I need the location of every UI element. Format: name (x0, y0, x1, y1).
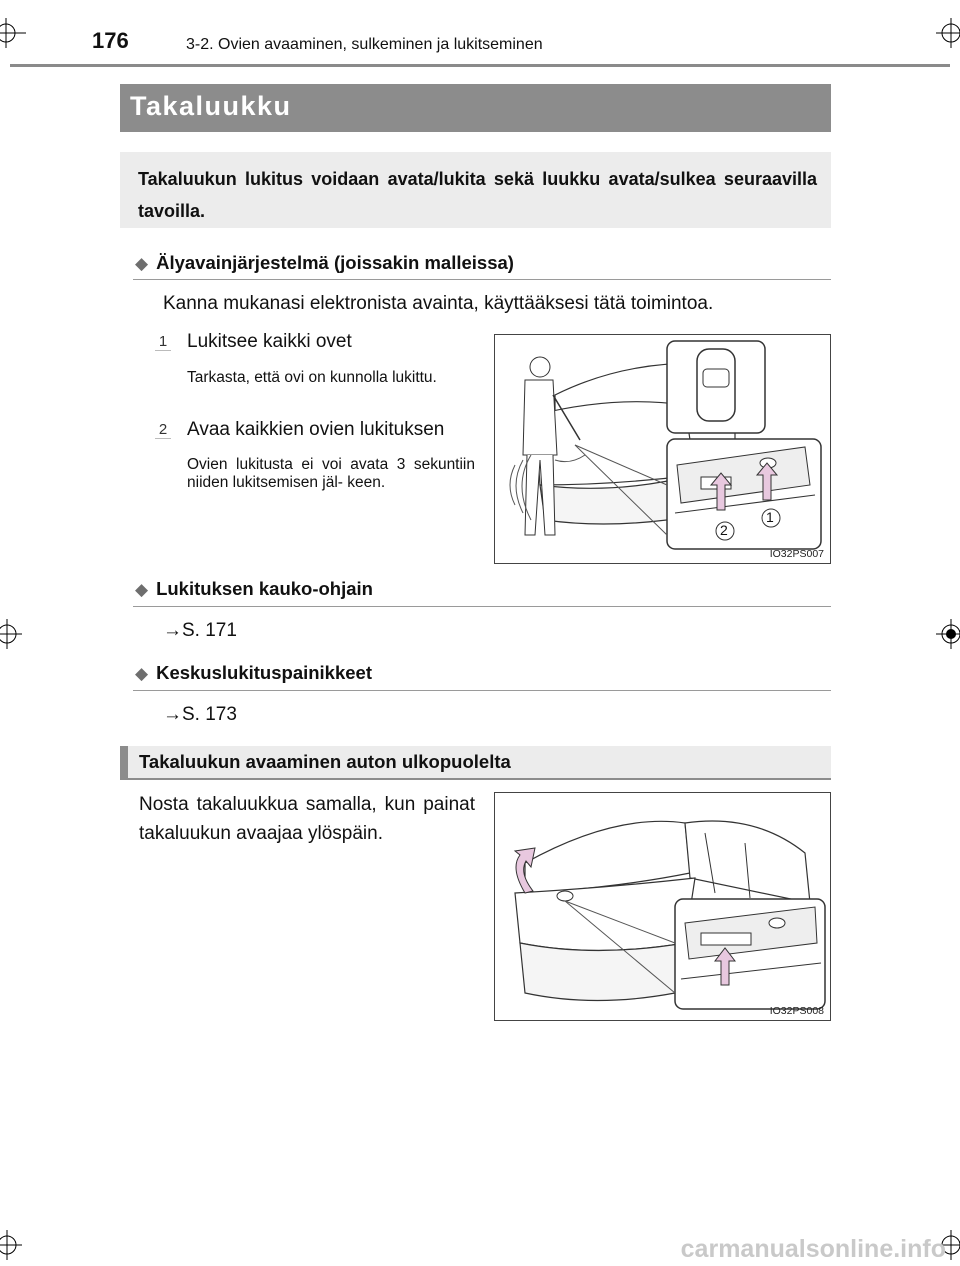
figure-smart-key (494, 334, 831, 564)
smart-key-text: Kanna mukanasi elektronista avainta, käyttääksesi tätä toimintoa. (163, 293, 714, 314)
subsection-rule (120, 778, 831, 780)
intro-box: Takaluukun lukitus voidaan avata/lukita sekä luukku avata/sulkea seuraavilla tavoilla. (120, 152, 831, 228)
section-heading-central (135, 662, 372, 684)
section-rule (133, 279, 831, 280)
section-heading-text: Lukituksen kauko-ohjain (156, 578, 373, 599)
step-number-2: 2 (155, 421, 171, 439)
callout-1: 1 (766, 509, 774, 525)
step-1-note: Tarkasta, että ovi on kunnolla lukittu. (187, 369, 437, 386)
diamond-icon: ◆ (135, 580, 149, 599)
step-2-note: Ovien lukitusta ei voi avata 3 sekuntiin niiden lukitsemisen jäl- keen. (187, 456, 475, 491)
crop-mark-mid-right (936, 619, 960, 649)
outside-text: Nosta takaluukkua samalla, kun painat takaluukun avaajaa ylöspäin. (139, 794, 475, 844)
reference-text: S. 171 (182, 620, 237, 641)
step-number-1: 1 (155, 333, 171, 351)
arrow-icon: → (163, 620, 182, 641)
section-heading-text: Älyavainjärjestelmä (joissakin malleissa) (156, 252, 514, 273)
diamond-icon: ◆ (135, 664, 149, 683)
chapter-title: 3-2. Ovien avaaminen, sulkeminen ja lukitseminen (186, 36, 543, 53)
watermark: carmanualsonline.info (680, 1235, 946, 1263)
reference-text: S. 173 (182, 704, 237, 725)
page-reference-171[interactable] (163, 620, 237, 642)
crop-mark-top-left (0, 18, 26, 48)
header-rule (10, 64, 950, 67)
smart-key-illustration (495, 335, 830, 563)
figure-code: IO32PS008 (769, 1005, 824, 1017)
step-1-label: Lukitsee kaikki ovet (187, 331, 352, 352)
page-number: 176 (92, 28, 129, 53)
section-heading-smart-key (135, 252, 514, 274)
section-heading-remote (135, 578, 373, 600)
page-title: Takaluukku (120, 84, 831, 132)
crop-mark-mid-left (0, 619, 22, 649)
crop-mark-bottom-left (0, 1230, 22, 1260)
page-reference-173[interactable] (163, 704, 237, 726)
figure-code: IO32PS007 (769, 548, 824, 560)
section-rule (133, 690, 831, 691)
tailgate-illustration (495, 793, 830, 1020)
figure-tailgate (494, 792, 831, 1021)
subsection-heading: Takaluukun avaaminen auton ulkopuolelta (120, 746, 831, 778)
diamond-icon: ◆ (135, 254, 149, 273)
crop-mark-top-right (936, 18, 960, 48)
callout-2: 2 (720, 522, 728, 538)
step-2-label: Avaa kaikkien ovien lukituksen (187, 419, 445, 440)
section-heading-text: Keskuslukituspainikkeet (156, 662, 372, 683)
arrow-icon: → (163, 704, 182, 725)
section-rule (133, 606, 831, 607)
